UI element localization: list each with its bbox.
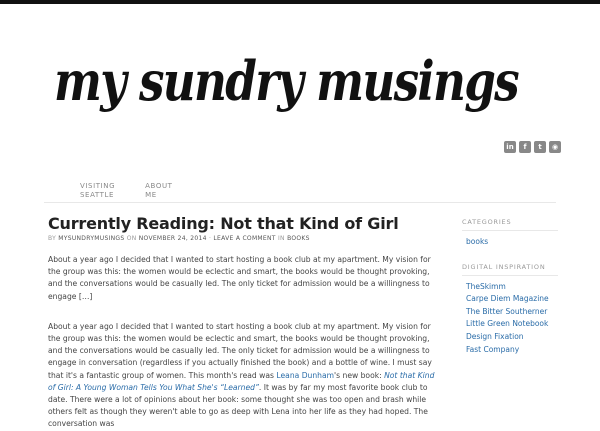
sidebar xyxy=(462,218,558,370)
meta-on: ON xyxy=(126,235,137,242)
inspiration-link[interactable]: TheSkimm xyxy=(466,281,506,291)
twitter-icon[interactable]: t xyxy=(534,141,546,153)
social-icons xyxy=(504,141,561,153)
post-body-text-1: About a year ago I decided that I wanted to start hosting a book club at my apartment. My vision for the group was this: the women would be eclectic and smart, the books would be thought provoking, and the conversations would be casually led. The only ticket for admission would be a willingness to engage in conversation (regardless if you actually finished the book) and a bottle of wine. I must say that it's a fantastic group of women. This month's read was xyxy=(48,321,432,380)
post-body xyxy=(48,321,440,431)
meta-separator: · xyxy=(208,235,212,242)
category-link[interactable]: books xyxy=(466,237,489,246)
rss-icon[interactable]: ◉ xyxy=(549,141,561,153)
inspiration-link[interactable]: Fast Company xyxy=(466,344,520,354)
leana-dunham-link[interactable]: Leana Dunham xyxy=(276,370,335,380)
inspiration-link[interactable]: Design Fixation xyxy=(466,331,524,341)
post xyxy=(48,214,440,431)
post-meta xyxy=(48,235,440,242)
meta-comment-link[interactable]: LEAVE A COMMENT xyxy=(213,235,276,242)
nav-item-about-me[interactable]: ABOUT ME xyxy=(145,182,173,199)
inspiration-link[interactable]: Little Green Notebook xyxy=(466,319,549,329)
meta-in: IN xyxy=(277,235,285,242)
book-title-text: Not that Kind of Girl: A Young Woman Tells You What She's “Learned” xyxy=(48,370,435,392)
site-logo-text: my sundry musings xyxy=(54,49,520,113)
post-title[interactable]: Currently Reading: Not that Kind of Girl xyxy=(48,214,399,233)
nav-item-visiting-seattle[interactable]: VISITING SEATTLE xyxy=(80,182,116,199)
post-body-text-3: . It was by far my most favorite book club to date. There were a lot of opinions about her book: some thought she was too open and brash while others felt as though they weren't able to go as deep with Lena into her life as they had hoped. The conversation was xyxy=(48,382,428,429)
meta-date-link[interactable]: NOVEMBER 24, 2014 xyxy=(138,235,207,242)
categories-list xyxy=(462,236,558,249)
meta-category-link[interactable]: BOOKS xyxy=(287,235,310,242)
top-bar xyxy=(0,0,600,4)
categories-heading: CATEGORIES xyxy=(462,218,558,231)
facebook-icon[interactable]: f xyxy=(519,141,531,153)
linkedin-icon[interactable]: in xyxy=(504,141,516,153)
site-logo[interactable] xyxy=(52,49,522,113)
inspiration-link[interactable]: Carpe Diem Magazine xyxy=(466,294,549,304)
post-excerpt: About a year ago I decided that I wanted to start hosting a book club at my apartment. My vision for the group was this: the women would be eclectic and smart, the books would be thought provoking, and the conversations would be casually led. The only ticket for admission would be a willingness to engage […] xyxy=(48,255,431,301)
post-body-text-2: 's new book: xyxy=(334,370,385,380)
inspiration-link[interactable]: The Bitter Southerner xyxy=(466,306,548,316)
meta-author-link[interactable]: MYSUNDRYMUSINGS xyxy=(58,235,125,242)
inspiration-list xyxy=(462,281,558,357)
inspiration-heading: DIGITAL INSPIRATION xyxy=(462,263,558,276)
main-nav xyxy=(80,182,173,200)
nav-divider xyxy=(44,202,556,203)
site-logo-graphic xyxy=(52,49,522,113)
meta-by: BY xyxy=(48,235,57,242)
